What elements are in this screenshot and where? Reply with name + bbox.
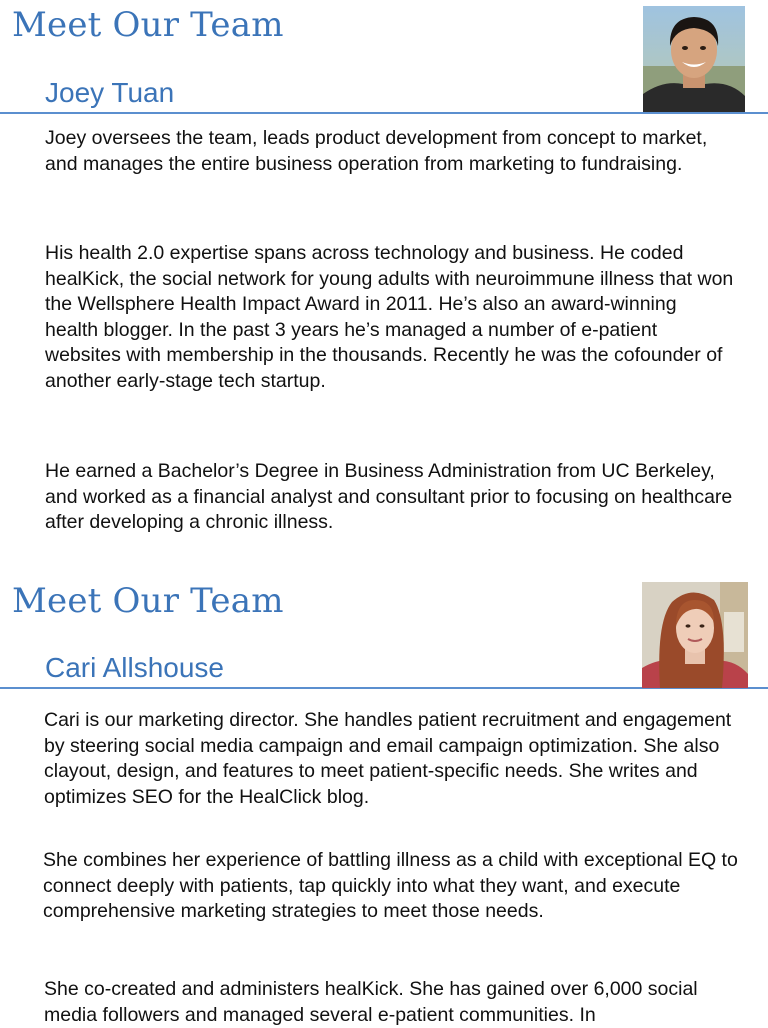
team-member-section-cari <box>0 576 768 1024</box>
bio-paragraph: Cari is our marketing director. She handles patient recruitment and engagement by steering social media campaign and email campaign optimization. She also clayout, design, and features to meet patient-specific needs. She writes and optimizes SEO for the HealClick blog. <box>44 709 732 808</box>
bio-paragraph: He earned a Bachelor’s Degree in Business Administration from UC Berkeley, and worked as a financial analyst and consultant prior to focusing on healthcare after developing a chronic illness. <box>45 460 733 533</box>
divider-line <box>0 112 768 114</box>
section-heading: Meet Our Team <box>12 581 284 621</box>
member-name: Cari Allshouse <box>45 652 224 683</box>
member-photo <box>642 582 748 688</box>
bio-paragraph: Joey oversees the team, leads product development from concept to market, and manages the entire business operation from marketing to fundraising. <box>45 127 708 175</box>
member-name: Joey Tuan <box>45 77 175 108</box>
bio-paragraph: His health 2.0 expertise spans across technology and business. He coded healKick, the social network for young adults with neuroimmune illness that won the Wellsphere Health Impact Award in 2011. He’s also an award-winning health blogger. In the past 3 years he’s managed a number of e-patient websites with membership in the thousands. Recently he was the cofounder of another early-stage tech startup. <box>45 242 734 392</box>
bio-paragraph: She co-created and administers healKick. She has gained over 6,000 social media followers and managed several e-patient communities. In <box>44 978 698 1026</box>
section-heading: Meet Our Team <box>12 5 284 45</box>
member-photo <box>643 6 745 112</box>
bio-paragraph: She combines her experience of battling illness as a child with exceptional EQ to connect deeply with patients, tap quickly into what they want, and execute comprehensive marketing strategies to meet those needs. <box>43 849 738 922</box>
